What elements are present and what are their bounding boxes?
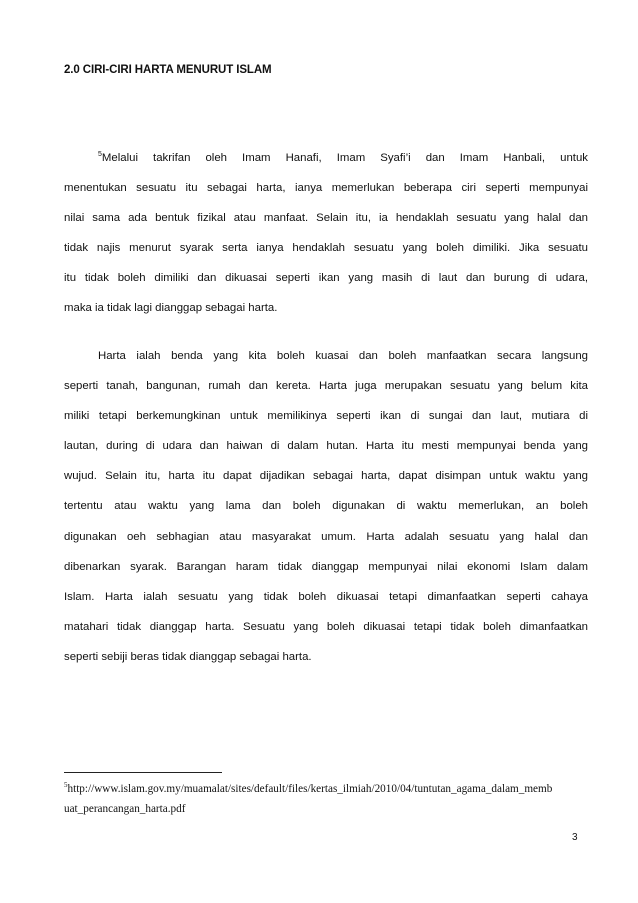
paragraph-line: tidak najis menurut syarak serta ianya hendaklah sesuatu yang boleh dimiliki. Jika sesuatu (64, 242, 588, 255)
paragraph-line: nilai sama ada bentuk fizikal atau manfaat. Selain itu, ia hendaklah sesuatu yang halal dan (64, 212, 588, 225)
paragraph-line: miliki tetapi berkemungkinan untuk memilikinya seperti ikan di sungai dan laut, mutiara di (64, 410, 588, 423)
paragraph-harta (64, 341, 588, 672)
paragraph-line: wujud. Selain itu, harta itu dapat dijadikan sebagai harta, dapat disimpan untuk waktu yang (64, 470, 588, 483)
paragraph-line: Harta ialah benda yang kita boleh kuasai dan boleh manfaatkan secara langsung (98, 350, 588, 362)
paragraph-line: lautan, during di udara dan haiwan di dalam hutan. Harta itu mesti mempunyai benda yang (64, 440, 588, 453)
footnote (64, 779, 588, 819)
paragraph-line: Islam. Harta ialah sesuatu yang tidak boleh dikuasai tetapi dimanfaatkan seperti cahaya (64, 590, 588, 603)
paragraph-line: digunakan oeh sebhagian atau masyarakat umum. Harta adalah sesuatu yang halal dan (64, 530, 588, 543)
footnote-line-continued[interactable]: uat_perancangan_harta.pdf (64, 803, 186, 815)
page-number: 3 (572, 832, 578, 843)
paragraph-definition (64, 143, 588, 324)
section-heading: 2.0 CIRI-CIRI HARTA MENURUT ISLAM (64, 64, 272, 76)
paragraph-line: seperti tanah, bangunan, rumah dan kereta. Harta juga merupakan sesuatu yang belum kita (64, 380, 588, 393)
paragraph-line: tertentu atau waktu yang lama dan boleh digunakan di waktu memerlukan, an boleh (64, 500, 588, 513)
paragraph-line: menentukan sesuatu itu sebagai harta, ianya memerlukan beberapa ciri seperti mempunyai (64, 182, 588, 195)
footnote-marker: 5 (64, 781, 68, 789)
paragraph-line: itu tidak boleh dimiliki dan dikuasai seperti ikan yang masih di laut dan burung di udara, (64, 272, 588, 285)
footnote-divider (64, 772, 222, 773)
footnote-line (64, 779, 588, 799)
paragraph-line: matahari tidak dianggap harta. Sesuatu yang boleh dikuasai tetapi tidak boleh dimanfaatkan (64, 620, 588, 633)
paragraph-line: dibenarkan syarak. Barangan haram tidak dianggap mempunyai nilai ekonomi Islam dalam (64, 560, 588, 573)
footnote-url[interactable]: http://www.islam.gov.my/muamalat/sites/default/files/kertas_ilmiah/2010/04/tuntutan_agama_dalam_memb (67, 783, 553, 795)
paragraph-line: seperti sebiji beras tidak dianggap sebagai harta. (64, 650, 312, 663)
paragraph-line: maka ia tidak lagi dianggap sebagai harta. (64, 302, 278, 315)
paragraph-line: $^5$Melalui takrifan oleh Imam Hanafi, Imam Syafi’i dan Imam Hanbali, untuk (98, 151, 588, 164)
footnote-reference: 5 (98, 151, 102, 158)
